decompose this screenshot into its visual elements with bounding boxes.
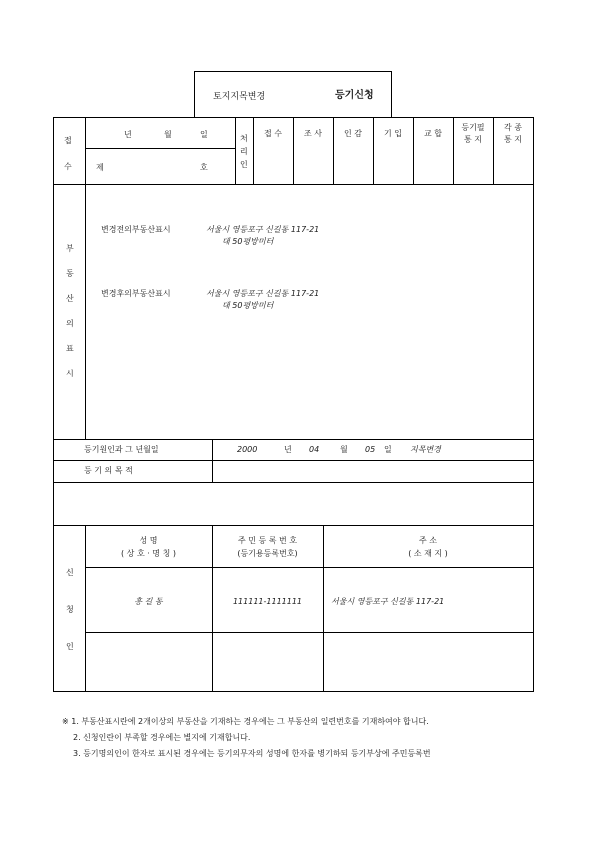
month-label: 월 [164,130,172,139]
notice-reg-2: 통 지 [464,135,482,144]
reception-step-divider-4 [413,118,414,184]
cause-label-divider [212,439,213,482]
purpose-label: 등 기 의 목 적 [84,466,133,475]
property-bottom-line [54,439,533,440]
property-label-4: 의 [66,319,74,328]
year-label: 년 [124,130,132,139]
applicant-address: 서울시 영등포구 신길동 117-21 [331,597,445,606]
notice-each-1: 각 종 [504,123,522,132]
cause-year-unit: 년 [284,445,292,454]
purpose-bottom-line [54,482,533,483]
form-title-right: 등기신청 [335,90,374,101]
address-sub: ( 소 재 지 ) [408,549,448,558]
applicant-id: 111111-1111111 [232,597,303,606]
notice-each-2: 통 지 [504,135,522,144]
step-collation: 교 합 [424,129,442,138]
step-entry: 기 입 [384,129,402,138]
after-detail: 대 50평방미터 [222,301,274,310]
property-label-2: 동 [66,269,74,278]
cause-month-unit: 월 [340,445,348,454]
cause-bottom-line [54,460,533,461]
property-label-3: 산 [66,294,74,303]
day-label: 일 [200,130,208,139]
applicant-label-2: 청 [66,605,74,614]
reception-step-divider-3 [373,118,374,184]
id-header: 주 민 등 록 번 호 [237,536,298,545]
number-prefix-label: 제 [96,163,104,172]
reception-label-1: 접 [64,136,72,145]
id-sub: (등기용등록번호) [237,549,298,558]
reception-step-divider-1 [293,118,294,184]
property-label-5: 표 [66,344,74,353]
before-label: 변경전의부동산표시 [101,225,171,234]
notice-reg-1: 등기필 [461,123,485,132]
processor-label-1: 처 [240,134,248,143]
step-inspection: 조 사 [304,129,322,138]
note-2: 2. 신청인란이 부족할 경우에는 별지에 기재합니다. [73,733,251,742]
note-1: ※ 1. 부동산표시란에 2개이상의 부동산을 기재하는 경우에는 그 부동산의 일련번호를 기재하여야 합니다. [62,717,429,726]
reception-label-2: 수 [64,162,72,171]
note-3: 3. 등기명의인이 한자로 표시된 경우에는 등기의무자의 성명에 한자를 병기하되 등기부상에 주민등록번 [73,749,431,758]
reception-step-divider-2 [333,118,334,184]
reception-bottom-line [54,184,533,185]
applicant-label-3: 인 [66,642,74,651]
step-reception: 접 수 [264,129,282,138]
property-label-1: 부 [66,244,74,253]
cause-day: 05 [365,445,376,454]
address-header: 주 소 [419,536,437,545]
before-address: 서울시 영등포구 신길동 117-21 [206,225,320,234]
property-label-6: 시 [66,369,74,378]
before-detail: 대 50평방미터 [222,237,274,246]
applicant-name: 홍 길 동 [134,597,163,606]
name-header: 성 명 [139,536,158,545]
cause-month: 04 [309,445,320,454]
purpose-body-bottom-line [54,525,533,526]
after-address: 서울시 영등포구 신길동 117-21 [206,289,320,298]
reception-label-divider [85,118,86,184]
after-label: 변경후의부동산표시 [101,289,171,298]
number-suffix-label: 호 [200,163,208,172]
applicant-header-line [85,567,533,568]
registration-form [53,117,534,692]
reception-processor-divider [253,118,254,184]
applicant-row-line [85,632,533,633]
processor-label-3: 인 [240,160,248,169]
form-title-box [194,71,392,117]
property-label-divider [85,184,86,439]
step-seal: 인 감 [344,129,362,138]
name-sub: ( 상 호 · 명 칭 ) [121,549,176,558]
form-title-left: 토지지목변경 [213,92,266,102]
cause-day-unit: 일 [384,445,392,454]
reception-date-divider [235,118,236,184]
applicant-label-1: 신 [66,568,74,577]
cause-reason: 지목변경 [410,445,441,454]
cause-label: 등기원인과 그 년월일 [84,445,159,454]
cause-year: 2000 [237,445,258,454]
reception-mid-line [85,148,235,149]
processor-label-2: 리 [240,147,248,156]
